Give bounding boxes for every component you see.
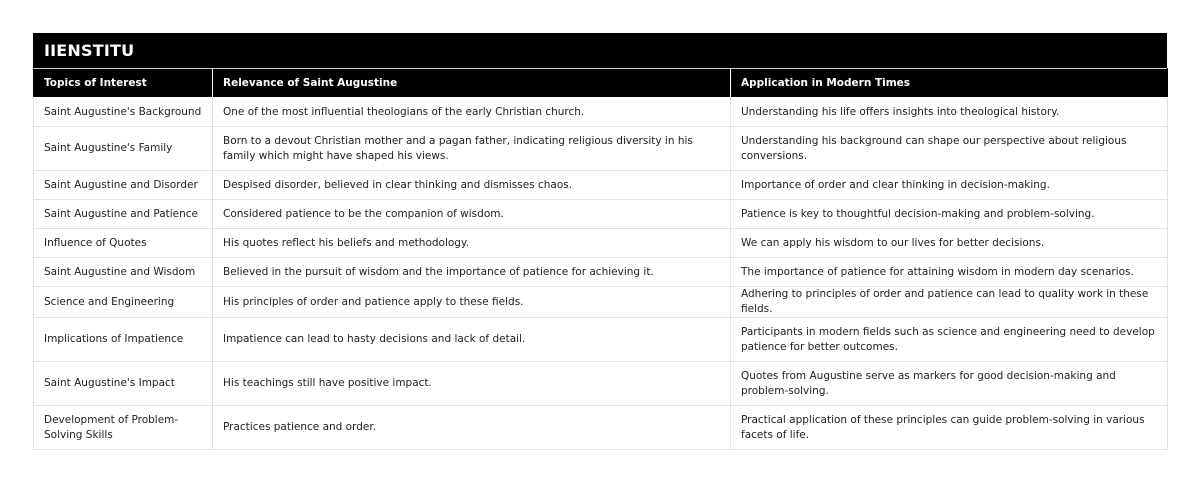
table-row bbox=[34, 171, 1168, 200]
cell-topic: Saint Augustine's Background bbox=[34, 98, 213, 127]
cell-application: Importance of order and clear thinking in decision-making. bbox=[731, 171, 1168, 200]
cell-topic: Saint Augustine and Wisdom bbox=[34, 258, 213, 287]
cell-application: Understanding his background can shape our perspective about religious conversions. bbox=[731, 127, 1168, 171]
cell-application: Participants in modern fields such as science and engineering need to develop patience for better outcomes. bbox=[731, 318, 1168, 362]
cell-relevance: One of the most influential theologians of the early Christian church. bbox=[213, 98, 731, 127]
cell-application: The importance of patience for attaining wisdom in modern day scenarios. bbox=[731, 258, 1168, 287]
table-row bbox=[34, 287, 1168, 318]
cell-topic: Saint Augustine and Disorder bbox=[34, 171, 213, 200]
column-header-application: Application in Modern Times bbox=[731, 69, 1168, 98]
table-row bbox=[34, 98, 1168, 127]
table-row bbox=[34, 229, 1168, 258]
cell-application: Adhering to principles of order and patience can lead to quality work in these fields. bbox=[731, 287, 1168, 318]
cell-topic: Influence of Quotes bbox=[34, 229, 213, 258]
cell-application: We can apply his wisdom to our lives for better decisions. bbox=[731, 229, 1168, 258]
cell-application: Understanding his life offers insights into theological history. bbox=[731, 98, 1168, 127]
table-row bbox=[34, 362, 1168, 406]
cell-relevance: His teachings still have positive impact. bbox=[213, 362, 731, 406]
table-row bbox=[34, 200, 1168, 229]
cell-relevance: His quotes reflect his beliefs and methodology. bbox=[213, 229, 731, 258]
cell-relevance: Despised disorder, believed in clear thinking and dismisses chaos. bbox=[213, 171, 731, 200]
topics-table bbox=[33, 68, 1168, 450]
cell-topic: Development of Problem-Solving Skills bbox=[34, 406, 213, 450]
cell-relevance: Believed in the pursuit of wisdom and the importance of patience for achieving it. bbox=[213, 258, 731, 287]
cell-application: Practical application of these principles can guide problem-solving in various facets of life. bbox=[731, 406, 1168, 450]
content-table-wrapper bbox=[33, 33, 1167, 450]
cell-topic: Saint Augustine's Family bbox=[34, 127, 213, 171]
table-header-row bbox=[34, 69, 1168, 98]
column-header-relevance: Relevance of Saint Augustine bbox=[213, 69, 731, 98]
cell-application: Patience is key to thoughtful decision-making and problem-solving. bbox=[731, 200, 1168, 229]
table-row bbox=[34, 406, 1168, 450]
brand-header-bar bbox=[33, 33, 1167, 68]
cell-topic: Saint Augustine and Patience bbox=[34, 200, 213, 229]
table-row bbox=[34, 318, 1168, 362]
column-header-topics: Topics of Interest bbox=[34, 69, 213, 98]
table-row bbox=[34, 127, 1168, 171]
cell-topic: Implications of Impatience bbox=[34, 318, 213, 362]
cell-topic: Science and Engineering bbox=[34, 287, 213, 318]
table-row bbox=[34, 258, 1168, 287]
cell-relevance: Impatience can lead to hasty decisions and lack of detail. bbox=[213, 318, 731, 362]
cell-relevance: Practices patience and order. bbox=[213, 406, 731, 450]
cell-relevance: Born to a devout Christian mother and a pagan father, indicating religious diversity in his family which might have shaped his views. bbox=[213, 127, 731, 171]
brand-title: IIENSTITU bbox=[44, 41, 135, 60]
cell-relevance: Considered patience to be the companion of wisdom. bbox=[213, 200, 731, 229]
cell-topic: Saint Augustine's Impact bbox=[34, 362, 213, 406]
cell-relevance: His principles of order and patience apply to these fields. bbox=[213, 287, 731, 318]
cell-application: Quotes from Augustine serve as markers for good decision-making and problem-solving. bbox=[731, 362, 1168, 406]
